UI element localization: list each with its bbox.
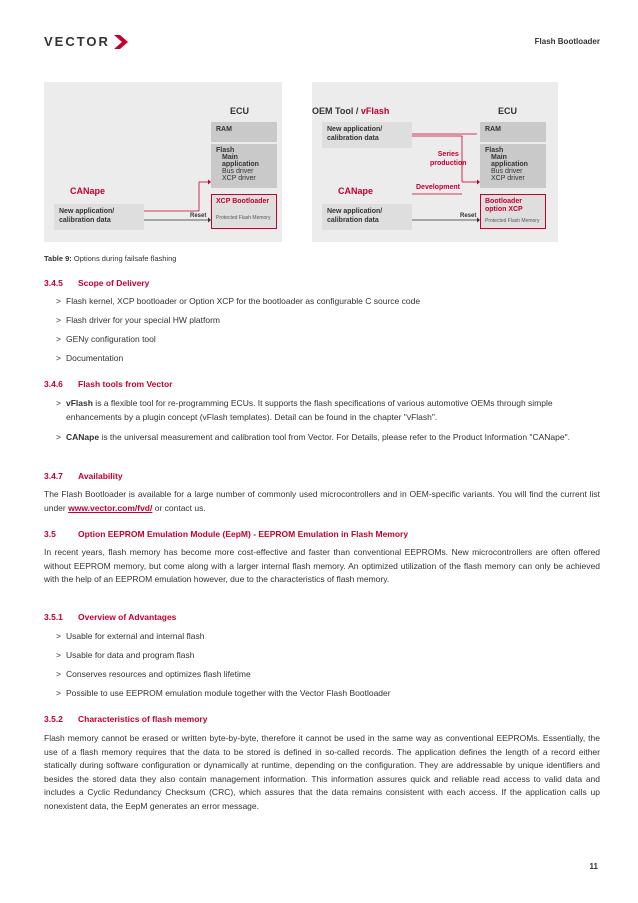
new-application-block: New application/ calibration data [322, 204, 412, 230]
development-label: Development [416, 184, 460, 191]
figure-left-arrows [44, 82, 282, 242]
figure-right-arrows [312, 82, 558, 242]
canape-label: CANape [338, 186, 374, 196]
heading-3-5-1: 3.5.1 Overview of Advantages [44, 612, 177, 622]
heading-3-4-6: 3.4.6 Flash tools from Vector [44, 379, 173, 389]
list-item: > Conserves resources and optimizes flash lifetime [56, 669, 251, 679]
reset-label: Reset [460, 213, 477, 219]
figure-caption: Table 9: Options during failsafe flashing [44, 254, 177, 263]
ram-block: RAM [211, 122, 277, 142]
list-item: > Possible to use EEPROM emulation module together with the Vector Flash Bootloader [56, 688, 391, 698]
ecu-label: ECU [498, 106, 518, 116]
figure-right [312, 82, 558, 242]
list-item: > Usable for external and internal flash [56, 631, 205, 641]
flash-block: Flash Main application Bus driver XCP driver [211, 144, 277, 188]
list-item: > CANape is the universal measurement and calibration tool from Vector. For Details, please refer to the Product Information "CANape". [56, 432, 570, 442]
heading-3-4-7: 3.4.7 Availability [44, 471, 123, 481]
list-item: > Usable for data and program flash [56, 650, 195, 660]
new-application-block: New application/ calibration data [54, 204, 144, 230]
ram-block: RAM [480, 122, 546, 142]
list-item: > vFlash is a flexible tool for re-programming ECUs. It supports the flash specifications of various automotive OEMs through simple enhancements by a plugin concept (vFlash templates). Detail can be found in the chapter "vFlash". [56, 398, 553, 422]
vector-logo: VECTOR [44, 34, 110, 49]
list-item: > Flash driver for your special HW platform [56, 315, 220, 325]
series-production-label: Series production [430, 151, 467, 167]
page-number: 11 [589, 862, 598, 871]
oem-new-application-block: New application/ calibration data [322, 122, 412, 148]
header-title: Flash Bootloader [534, 37, 600, 46]
heading-3-5-2: 3.5.2 Characteristics of flash memory [44, 714, 208, 724]
availability-paragraph: The Flash Bootloader is available for a large number of commonly used microcontrollers and in OEM-specific variants. You will find the current list under www.vector.com/fvd/ or contact us. [44, 489, 600, 513]
figure-left [44, 82, 282, 242]
heading-3-4-5: 3.4.5 Scope of Delivery [44, 278, 150, 288]
bootloader-option-xcp-block: Bootloader option XCP Protected Flash Memory [480, 194, 546, 229]
list-item: > GENy configuration tool [56, 334, 156, 344]
eepm-paragraph: In recent years, flash memory has become more cost-effective and faster than conventional EEPROMs. New microcontrollers are often offered without EEPROM memory, but come along with a larger internal flash memory. An optimized utilization of the flash memory can only be achieved with the help of an EEPROM emulation however, due to the characteristics of flash memory. [44, 547, 600, 584]
flash-block: Flash Main application Bus driver XCP driver [480, 144, 546, 188]
oem-tool-label: OEM Tool / vFlash [312, 106, 390, 116]
canape-label: CANape [70, 186, 106, 196]
list-item: > Flash kernel, XCP bootloader or Option XCP for the bootloader as configurable C source code [56, 296, 421, 306]
vector-fvd-link[interactable]: www.vector.com/fvd/ [68, 502, 153, 513]
reset-label: Reset [190, 213, 207, 219]
xcp-bootloader-block: XCP Bootloader Protected Flash Memory [211, 194, 277, 229]
list-item: > Documentation [56, 353, 124, 363]
flash-characteristics-paragraph: Flash memory cannot be erased or written byte-by-byte, therefore it cannot be used in the same way as conventional EEPROMs. Essentially, the use of a flash memory requires that the data to be stored is defined in so-called records. The application defines the length of a record either statically during software configuration or dynamically at runtime, depending on the configuration. They are addressable by unique identifiers and besides the stored data they also contain management information. This information assures quick and reliable read access to valid data and includes a Cyclic Redundancy Checksum (CRC), which assures that the data remains consistent with each access. If the application calls up nonexistent data, the EepM generates an error message. [44, 733, 600, 811]
vector-arrow-icon [114, 35, 128, 49]
ecu-label: ECU [230, 106, 250, 116]
page-header [44, 34, 600, 52]
heading-3-5: 3.5 Option EEPROM Emulation Module (EepM) - EEPROM Emulation in Flash Memory [44, 529, 409, 539]
